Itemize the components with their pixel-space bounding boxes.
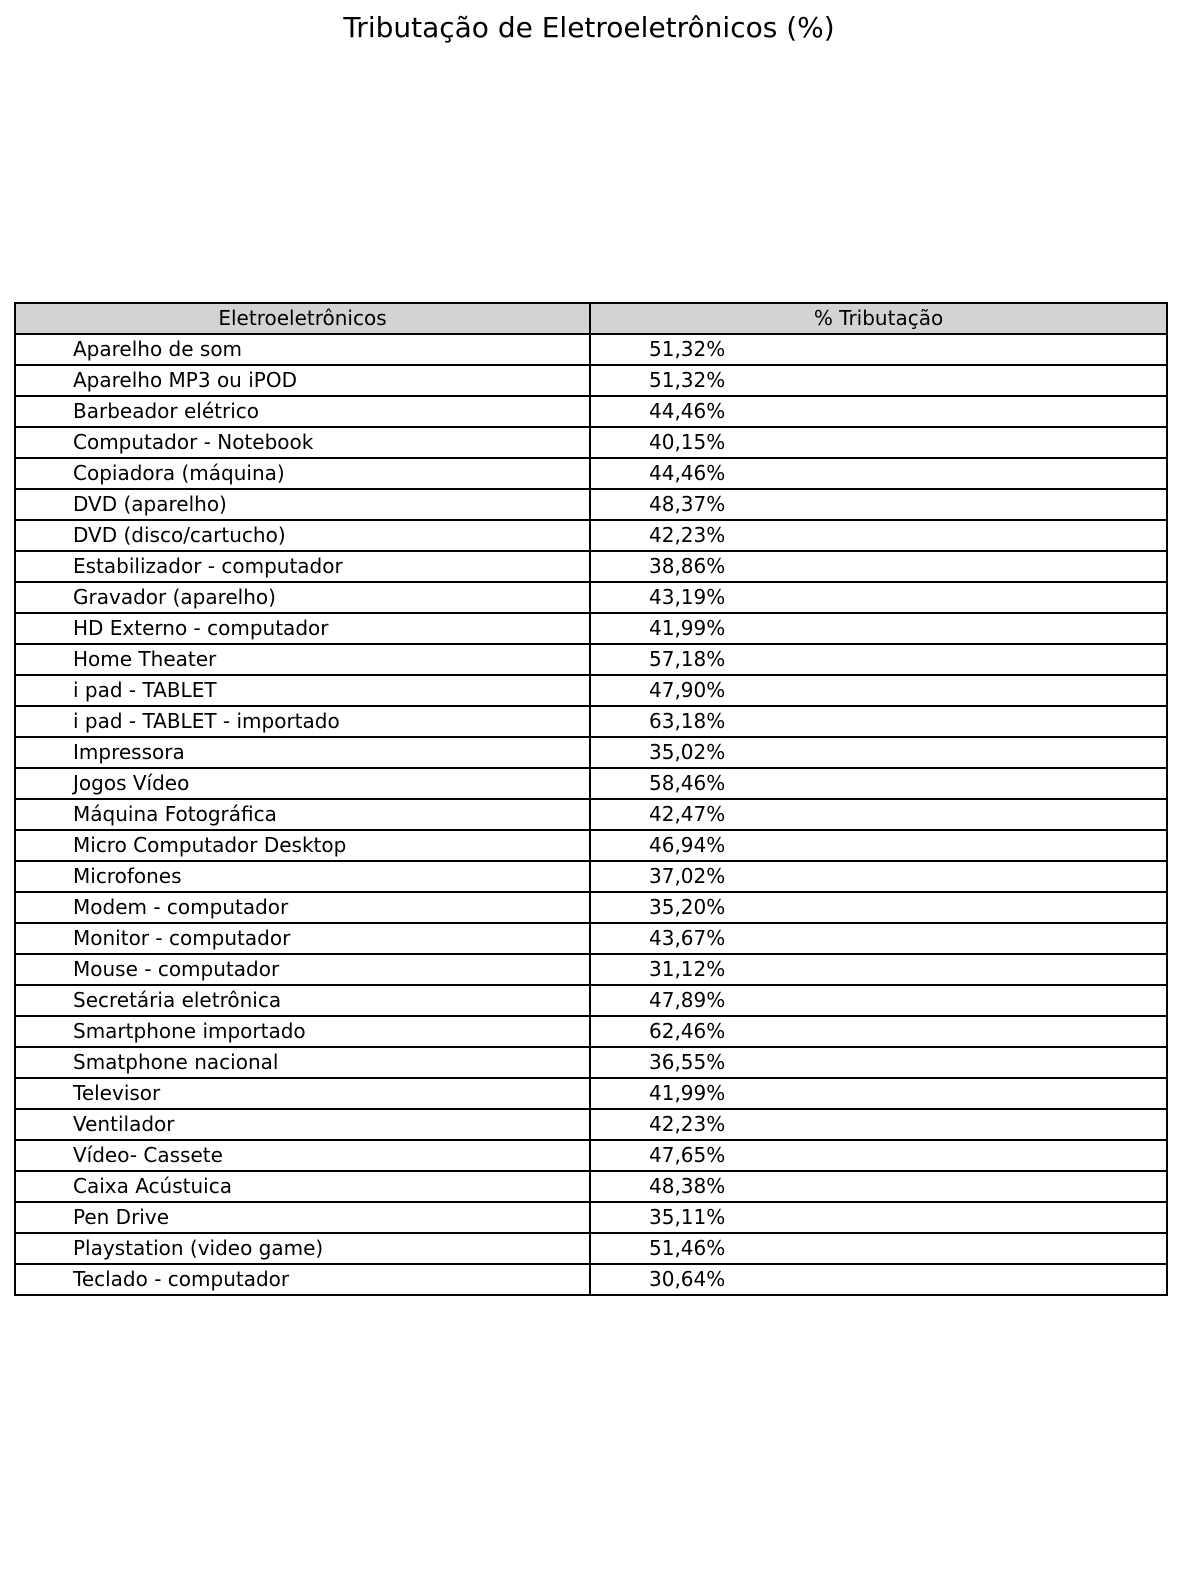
table-row: [15, 985, 1167, 1016]
product-name-cell: HD Externo - computador: [15, 613, 590, 644]
chart-title: Tributação de Eletroeletrônicos (%): [343, 11, 835, 44]
table-row: [15, 1233, 1167, 1264]
table-row: [15, 489, 1167, 520]
table-row: [15, 768, 1167, 799]
product-name-cell: Monitor - computador: [15, 923, 590, 954]
tax-percent-cell: 30,64%: [590, 1264, 1167, 1295]
product-name-cell: Mouse - computador: [15, 954, 590, 985]
table-row: [15, 582, 1167, 613]
tax-percent-cell: 62,46%: [590, 1016, 1167, 1047]
product-name-cell: Aparelho MP3 ou iPOD: [15, 365, 590, 396]
tax-percent-cell: 42,23%: [590, 1109, 1167, 1140]
product-name-cell: Gravador (aparelho): [15, 582, 590, 613]
product-name-cell: Ventilador: [15, 1109, 590, 1140]
product-name-cell: Secretária eletrônica: [15, 985, 590, 1016]
tax-percent-cell: 51,32%: [590, 334, 1167, 365]
tax-percent-cell: 35,20%: [590, 892, 1167, 923]
column-header-product: Eletroeletrônicos: [15, 303, 590, 334]
table-row: [15, 675, 1167, 706]
tax-percent-cell: 48,37%: [590, 489, 1167, 520]
product-name-cell: Microfones: [15, 861, 590, 892]
table-row: [15, 892, 1167, 923]
product-name-cell: Barbeador elétrico: [15, 396, 590, 427]
table-row: [15, 799, 1167, 830]
table-row: [15, 1202, 1167, 1233]
product-name-cell: DVD (aparelho): [15, 489, 590, 520]
tax-percent-cell: 43,19%: [590, 582, 1167, 613]
product-name-cell: Teclado - computador: [15, 1264, 590, 1295]
product-name-cell: Impressora: [15, 737, 590, 768]
table-row: [15, 613, 1167, 644]
table-row: [15, 458, 1167, 489]
product-name-cell: Smatphone nacional: [15, 1047, 590, 1078]
product-name-cell: Vídeo- Cassete: [15, 1140, 590, 1171]
table-row: [15, 1109, 1167, 1140]
tax-percent-cell: 41,99%: [590, 613, 1167, 644]
table-row: [15, 334, 1167, 365]
tax-table: [14, 302, 1168, 1296]
tax-percent-cell: 63,18%: [590, 706, 1167, 737]
tax-percent-cell: 47,90%: [590, 675, 1167, 706]
product-name-cell: Home Theater: [15, 644, 590, 675]
tax-percent-cell: 57,18%: [590, 644, 1167, 675]
tax-percent-cell: 38,86%: [590, 551, 1167, 582]
product-name-cell: Modem - computador: [15, 892, 590, 923]
table-row: [15, 861, 1167, 892]
table-row: [15, 1171, 1167, 1202]
tax-percent-cell: 37,02%: [590, 861, 1167, 892]
table-row: [15, 1140, 1167, 1171]
table-row: [15, 923, 1167, 954]
tax-percent-cell: 44,46%: [590, 458, 1167, 489]
product-name-cell: Smartphone importado: [15, 1016, 590, 1047]
tax-percent-cell: 47,65%: [590, 1140, 1167, 1171]
tax-percent-cell: 43,67%: [590, 923, 1167, 954]
tax-percent-cell: 35,02%: [590, 737, 1167, 768]
tax-percent-cell: 35,11%: [590, 1202, 1167, 1233]
table-row: [15, 1016, 1167, 1047]
product-name-cell: Copiadora (máquina): [15, 458, 590, 489]
table-row: [15, 365, 1167, 396]
table-row: [15, 830, 1167, 861]
tax-percent-cell: 36,55%: [590, 1047, 1167, 1078]
product-name-cell: Pen Drive: [15, 1202, 590, 1233]
table-body: [15, 334, 1167, 1295]
product-name-cell: Estabilizador - computador: [15, 551, 590, 582]
tax-percent-cell: 41,99%: [590, 1078, 1167, 1109]
product-name-cell: DVD (disco/cartucho): [15, 520, 590, 551]
product-name-cell: Caixa Acústuica: [15, 1171, 590, 1202]
table-row: [15, 737, 1167, 768]
product-name-cell: Playstation (video game): [15, 1233, 590, 1264]
product-name-cell: i pad - TABLET - importado: [15, 706, 590, 737]
table-row: [15, 1047, 1167, 1078]
product-name-cell: Televisor: [15, 1078, 590, 1109]
tax-percent-cell: 48,38%: [590, 1171, 1167, 1202]
tax-percent-cell: 51,46%: [590, 1233, 1167, 1264]
product-name-cell: Computador - Notebook: [15, 427, 590, 458]
product-name-cell: Jogos Vídeo: [15, 768, 590, 799]
tax-percent-cell: 40,15%: [590, 427, 1167, 458]
product-name-cell: Micro Computador Desktop: [15, 830, 590, 861]
tax-percent-cell: 58,46%: [590, 768, 1167, 799]
table-header-row: [15, 303, 1167, 334]
tax-percent-cell: 46,94%: [590, 830, 1167, 861]
table-row: [15, 1078, 1167, 1109]
tax-percent-cell: 42,23%: [590, 520, 1167, 551]
tax-percent-cell: 31,12%: [590, 954, 1167, 985]
table-row: [15, 520, 1167, 551]
table-row: [15, 954, 1167, 985]
product-name-cell: Aparelho de som: [15, 334, 590, 365]
table-row: [15, 706, 1167, 737]
tax-percent-cell: 44,46%: [590, 396, 1167, 427]
table-row: [15, 551, 1167, 582]
table-row: [15, 1264, 1167, 1295]
tax-percent-cell: 51,32%: [590, 365, 1167, 396]
table-row: [15, 427, 1167, 458]
tax-percent-cell: 47,89%: [590, 985, 1167, 1016]
table-row: [15, 644, 1167, 675]
column-header-tax: % Tributação: [590, 303, 1167, 334]
product-name-cell: Máquina Fotográfica: [15, 799, 590, 830]
product-name-cell: i pad - TABLET: [15, 675, 590, 706]
tax-percent-cell: 42,47%: [590, 799, 1167, 830]
table-row: [15, 396, 1167, 427]
